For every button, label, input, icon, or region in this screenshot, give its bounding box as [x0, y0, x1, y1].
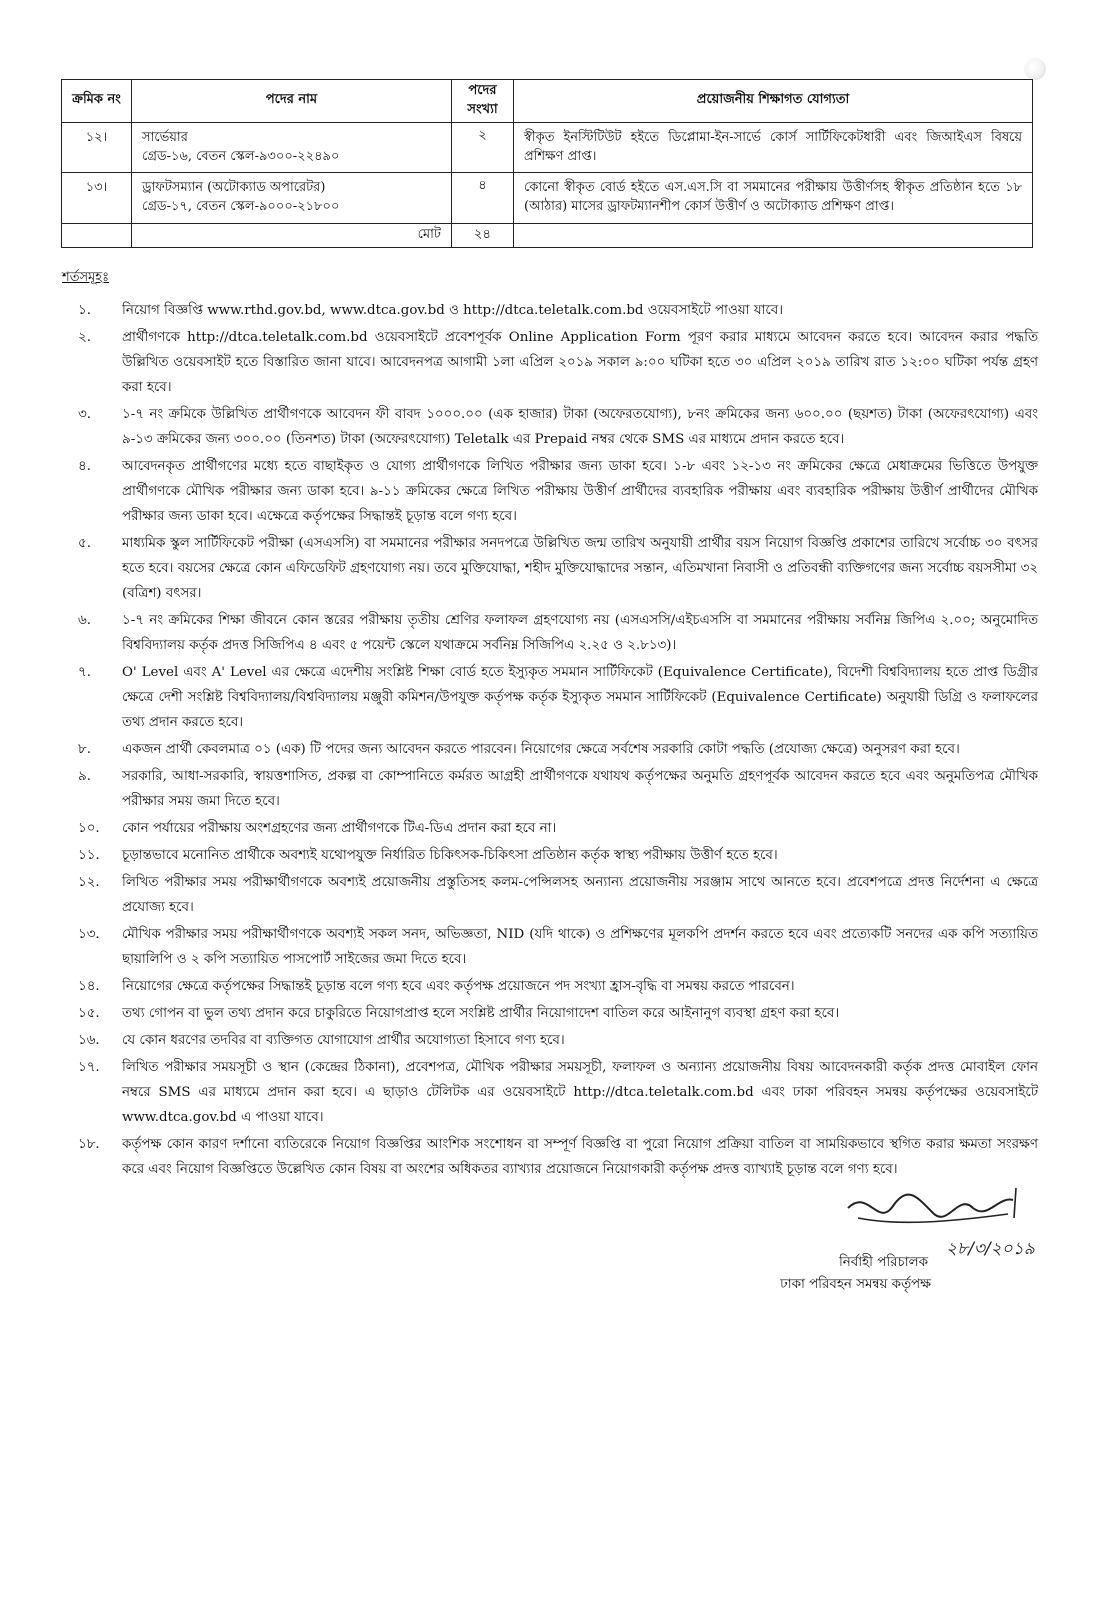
row-post-name	[132, 122, 452, 173]
item-number: ৭.	[78, 665, 91, 680]
post-grade: গ্রেড-১৬, বেতন স্কেল-৯৩০০-২২৪৯০	[142, 148, 340, 164]
row-serial: ১৩।	[62, 173, 132, 224]
signatory-title: নির্বাহী পরিচালক	[838, 1255, 928, 1270]
item-number: ২.	[78, 330, 91, 345]
item-number: ১৮.	[78, 1137, 100, 1152]
signature-date: ২৮/৩/২০১৯	[946, 1239, 1035, 1259]
table-row	[62, 122, 1033, 173]
header-serial: ক্রমিক নং	[62, 80, 132, 123]
list-item	[78, 922, 1038, 972]
scan-marker-dot	[1024, 58, 1046, 80]
list-item	[78, 608, 1038, 658]
item-text: নিয়োগ বিজ্ঞপ্তি www.rthd.gov.bd, www.dtca.gov.bd ও http://dtca.teletalk.com.bd ওয়েবসাইটে পাওয়া যাবে।	[122, 303, 784, 318]
handwritten-signature	[838, 1178, 1038, 1260]
header-post-count: পদের সংখ্যা	[452, 80, 514, 123]
post-name: ড্রাফটসম্যান (অটোক্যাড অপারেটর)	[142, 180, 326, 196]
table-row	[62, 173, 1033, 224]
item-number: ১৫.	[78, 1006, 100, 1021]
list-item	[78, 974, 1038, 999]
list-item	[78, 870, 1038, 920]
item-number: ৫.	[78, 536, 91, 551]
list-item	[78, 1132, 1038, 1182]
post-name: সার্ভেয়ার	[142, 129, 188, 145]
item-text: মাধ্যমিক স্কুল সার্টিফিকেট পরীক্ষা (এসএসসি) বা সমমানের পরীক্ষার সনদপত্রে উল্লিখিত জন্ম তারিখ অনুযায়ী প্রার্থীর বয়স নিয়োগ বিজ্ঞপ্তি প্রকাশের তারিখে সর্বোচ্চ ৩০ বৎসর হতে হবে। বয়সের ক্ষেত্রে কোন এফিডেফিট গ্রহণযোগ্য নয়। তবে মুক্তিযোদ্ধা, শহীদ মুক্তিযোদ্ধাদের সন্তান, এতিমখানা নিবাসী ও প্রতিবন্ধী ব্যক্তিগণের জন্য সর্বোচ্চ বয়সসীমা ৩২ (বত্রিশ) বৎসর।	[122, 536, 1038, 601]
list-item	[78, 660, 1038, 735]
item-number: ১০.	[78, 821, 100, 836]
item-text: লিখিত পরীক্ষার সময়সূচী ও স্থান (কেন্দ্রের ঠিকানা), প্রবেশপত্র, মৌখিক পরীক্ষার সময়সূচী, ফলাফল ও অন্যান্য প্রয়োজনীয় বিষয় আবেদনকারী কর্তৃক প্রদত্ত মোবাইল ফোন নম্বরে SMS এর মাধ্যমে প্রদান করা হবে। এ ছাড়াও টেলিটক এর ওয়েবসাইটে http://dtca.teletalk.com.bd এবং ঢাকা পরিবহন সমন্বয় কর্তৃপক্ষের ওয়েবসাইটে www.dtca.gov.bd এ পাওয়া যাবে।	[122, 1060, 1038, 1125]
item-number: ৪.	[78, 459, 91, 474]
list-item	[78, 531, 1038, 606]
item-text: তথ্য গোপন বা ভুল তথ্য প্রদান করে চাকুরিতে নিয়োগপ্রাপ্ত হলে সংশ্লিষ্ট প্রার্থীর নিয়োগাদেশ বাতিল করে আইনানুগ ব্যবস্থা গ্রহণ করা হবে।	[122, 1006, 840, 1021]
row-qualification: কোনো স্বীকৃত বোর্ড হইতে এস.এস.সি বা সমমানের পরীক্ষায় উত্তীর্ণসহ স্বীকৃত প্রতিষ্ঠান হতে ১৮ (আঠার) মাসের ড্রাফটম্যানশীপ কোর্স উত্তীর্ণ ও অটোক্যাড প্রশিক্ষণ প্রাপ্ত।	[514, 173, 1033, 224]
item-text: ১-৭ নং ক্রমিকের শিক্ষা জীবনে কোন স্তরের পরীক্ষায় তৃতীয় শ্রেণির ফলাফল গ্রহণযোগ্য নয় (এসএসসি/এইচএসসি বা সমমানের পরীক্ষায় সর্বনিম্ন জিপিএ ২.০০; অনুমোদিত বিশ্ববিদ্যালয় কর্তৃক প্রদত্ত সিজিপিএ ৪ এবং ৫ পয়েন্ট স্কেলে যথাক্রমে সর্বনিম্ন সিজিপিএ ২.২৫ ও ২.৮১৩)।	[122, 613, 1038, 653]
row-post-count: ৪	[452, 173, 514, 224]
total-value: ২৪	[452, 224, 514, 248]
post-grade: গ্রেড-১৭, বেতন স্কেল-৯০০০-২১৮০০	[142, 199, 340, 215]
list-item	[78, 816, 1038, 841]
header-post-name: পদের নাম	[132, 80, 452, 123]
item-number: ১.	[78, 303, 91, 318]
header-qualification: প্রয়োজনীয় শিক্ষাগত যোগ্যতা	[514, 80, 1033, 123]
item-text: কোন পর্যায়ের পরীক্ষায় অংশগ্রহণের জন্য প্রার্থীগণকে টিএ-ডিএ প্রদান করা হবে না।	[122, 821, 557, 836]
item-number: ৬.	[78, 613, 91, 628]
item-number: ৮.	[78, 742, 91, 757]
item-text: কর্তৃপক্ষ কোন কারণ দর্শানো ব্যতিরেকে নিয়োগ বিজ্ঞপ্তির আংশিক সংশোধন বা সম্পূর্ণ বিজ্ঞপ্তি বা পুরো নিয়োগ প্রক্রিয়া বাতিল বা সাময়িকভাবে স্থগিত করার ক্ষমতা সংরক্ষণ করে এবং নিয়োগ বিজ্ঞপ্তিতে উল্লেখিত কোন বিষয় বা অংশের অধিকতর ব্যাখ্যার প্রয়োজনে নিয়োগকারী কর্তৃপক্ষ প্রদত্ত ব্যাখ্যাই চূড়ান্ত বলে গণ্য হবে।	[122, 1137, 1038, 1177]
item-number: ১৭.	[78, 1060, 100, 1075]
item-text: প্রার্থীগণকে http://dtca.teletalk.com.bd ওয়েবসাইটে প্রবেশপূর্বক Online Application Form পূরণ করার মাধ্যমে আবেদন করতে হবে। আবেদন করার পদ্ধতি উল্লিখিত ওয়েবসাইট হতে বিস্তারিত জানা যাবে। আবেদনপত্র আগামী ১লা এপ্রিল ২০১৯ সকাল ৯:০০ ঘটিকা হতে ৩০ এপ্রিল ২০১৯ তারিখ রাত ১২:০০ ঘটিকা পর্যন্ত গ্রহণ করা হবে।	[122, 330, 1038, 395]
item-number: ৯.	[78, 769, 91, 784]
conditions-list	[78, 298, 1038, 1184]
signatory-organization: ঢাকা পরিবহন সমন্বয় কর্তৃপক্ষ	[780, 1277, 931, 1292]
posts-table	[61, 79, 1033, 248]
item-text: আবেদনকৃত প্রার্থীগণের মধ্যে হতে বাছাইকৃত ও যোগ্য প্রার্থীগণকে লিখিত পরীক্ষার জন্য ডাকা হবে। ১-৮ এবং ১২-১৩ নং ক্রমিকের ক্ষেত্রে মেধাক্রমের ভিত্তিতে উপযুক্ত প্রার্থীগণকে মৌখিক পরীক্ষার জন্য ডাকা হবে। ৯-১১ ক্রমিকের ক্ষেত্রে লিখিত পরীক্ষায় উত্তীর্ণ প্রার্থীদের ব্যবহারিক পরীক্ষায় এবং ব্যবহারিক পরীক্ষায় উত্তীর্ণ প্রার্থীদের মৌখিক পরীক্ষার জন্য ডাকা হবে। এক্ষেত্রে কর্তৃপক্ষের সিদ্ধান্তই চূড়ান্ত বলে গণ্য হবে।	[122, 459, 1038, 524]
row-serial: ১২।	[62, 122, 132, 173]
item-text: সরকারি, আধা-সরকারি, স্বায়ত্তশাসিত, প্রকল্প বা কোম্পানিতে কর্মরত আগ্রহী প্রার্থীগণকে যথাযথ কর্তৃপক্ষের অনুমতি গ্রহণপূর্বক আবেদন করতে হবে এবং অনুমতিপত্র মৌখিক পরীক্ষার সময় জমা দিতে হবে।	[122, 769, 1038, 809]
item-text: মৌখিক পরীক্ষার সময় পরীক্ষার্থীগণকে অবশ্যই সকল সনদ, অভিজ্ঞতা, NID (যদি থাকে) ও প্রশিক্ষণের মূলকপি প্রদর্শন করতে হবে এবং প্রত্যেকটি সনদের এক কপি সত্যায়িত ছায়ালিপি ও ২ কপি সত্যায়িত পাসপোর্ট সাইজের জমা দিতে হবে।	[122, 927, 1038, 967]
item-text: যে কোন ধরণের তদবির বা ব্যক্তিগত যোগাযোগ প্রার্থীর অযোগ্যতা হিসাবে গণ্য হবে।	[122, 1033, 565, 1048]
conditions-title: শর্তসমূহঃ	[62, 270, 110, 285]
list-item	[78, 764, 1038, 814]
item-text: লিখিত পরীক্ষার সময় পরীক্ষার্থীগণকে অবশ্যই প্রয়োজনীয় প্রস্তুতিসহ কলম-পেন্সিলসহ অন্যান্য প্রয়োজনীয় সরঞ্জাম সাথে আনতে হবে। প্রবেশপত্রে প্রদত্ত নির্দেশনা এ ক্ষেত্রে প্রযোজ্য হবে।	[122, 875, 1038, 915]
total-spacer	[62, 224, 132, 248]
total-spacer	[514, 224, 1033, 248]
row-post-name	[132, 173, 452, 224]
row-post-count: ২	[452, 122, 514, 173]
item-number: ১১.	[78, 848, 100, 863]
list-item	[78, 843, 1038, 868]
item-number: ১২.	[78, 875, 100, 890]
list-item	[78, 1028, 1038, 1053]
list-item	[78, 454, 1038, 529]
list-item	[78, 325, 1038, 400]
item-text: নিয়োগের ক্ষেত্রে কর্তৃপক্ষের সিদ্ধান্তই চূড়ান্ত বলে গণ্য হবে এবং কর্তৃপক্ষ প্রয়োজনে পদ সংখ্যা হ্রাস-বৃদ্ধি বা সমন্বয় করতে পারবেন।	[122, 979, 795, 994]
item-text: O' Level এবং A' Level এর ক্ষেত্রে এদেশীয় সংশ্লিষ্ট শিক্ষা বোর্ড হতে ইস্যুকৃত সমমান সার্টিফিকেট (Equivalence Certificate), বিদেশী বিশ্ববিদ্যালয় হতে প্রাপ্ত ডিগ্রীর ক্ষেত্রে দেশী সংশ্লিষ্ট বিশ্ববিদ্যালয়/বিশ্ববিদ্যালয় মঞ্জুরী কমিশন/উপযুক্ত কর্তৃপক্ষ কর্তৃক ইস্যুকৃত সমমান সার্টিফিকেট (Equivalence Certificate) অনুযায়ী ডিগ্রি ও ফলাফলের তথ্য প্রদান করতে হবে।	[122, 665, 1038, 730]
item-text: চূড়ান্তভাবে মনোনিত প্রার্থীকে অবশ্যই যথোপযুক্ত নির্ধারিত চিকিৎসক-চিকিৎসা প্রতিষ্ঠান কর্তৃক স্বাস্থ্য পরীক্ষায় উত্তীর্ণ হতে হবে।	[122, 848, 778, 863]
item-number: ১৩.	[78, 927, 100, 942]
list-item	[78, 298, 1038, 323]
list-item	[78, 737, 1038, 762]
table-total-row	[62, 224, 1033, 248]
table-header-row	[62, 80, 1033, 123]
list-item	[78, 1001, 1038, 1026]
item-text: একজন প্রার্থী কেবলমাত্র ০১ (এক) টি পদের জন্য আবেদন করতে পারবেন। নিয়োগের ক্ষেত্রে সর্বশেষ সরকারি কোটা পদ্ধতি (প্রযোজ্য ক্ষেত্রে) অনুসরণ করা হবে।	[122, 742, 960, 757]
row-qualification: স্বীকৃত ইনস্টিটিউট হইতে ডিপ্লোমা-ইন-সার্ভে কোর্স সার্টিফিকেটধারী এবং জিআইএস বিষয়ে প্রশিক্ষণ প্রাপ্ত।	[514, 122, 1033, 173]
item-number: ৩.	[78, 407, 91, 422]
total-label: মোট	[132, 224, 452, 248]
item-text: ১-৭ নং ক্রমিকে উল্লিখিত প্রার্থীগণকে আবেদন ফী বাবদ ১০০০.০০ (এক হাজার) টাকা (অফেরতযোগ্য), ৮নং ক্রমিকের জন্য ৬০০.০০ (ছয়শত) টাকা (অফেরৎযোগ্য) এবং ৯-১৩ ক্রমিকের জন্য ৩০০.০০ (তিনশত) টাকা (অফেরৎযোগ্য) Teletalk এর Prepaid নম্বর থেকে SMS এর মাধ্যমে প্রদান করতে হবে।	[122, 407, 1038, 447]
list-item	[78, 402, 1038, 452]
item-number: ১৬.	[78, 1033, 100, 1048]
item-number: ১৪.	[78, 979, 100, 994]
list-item	[78, 1055, 1038, 1130]
